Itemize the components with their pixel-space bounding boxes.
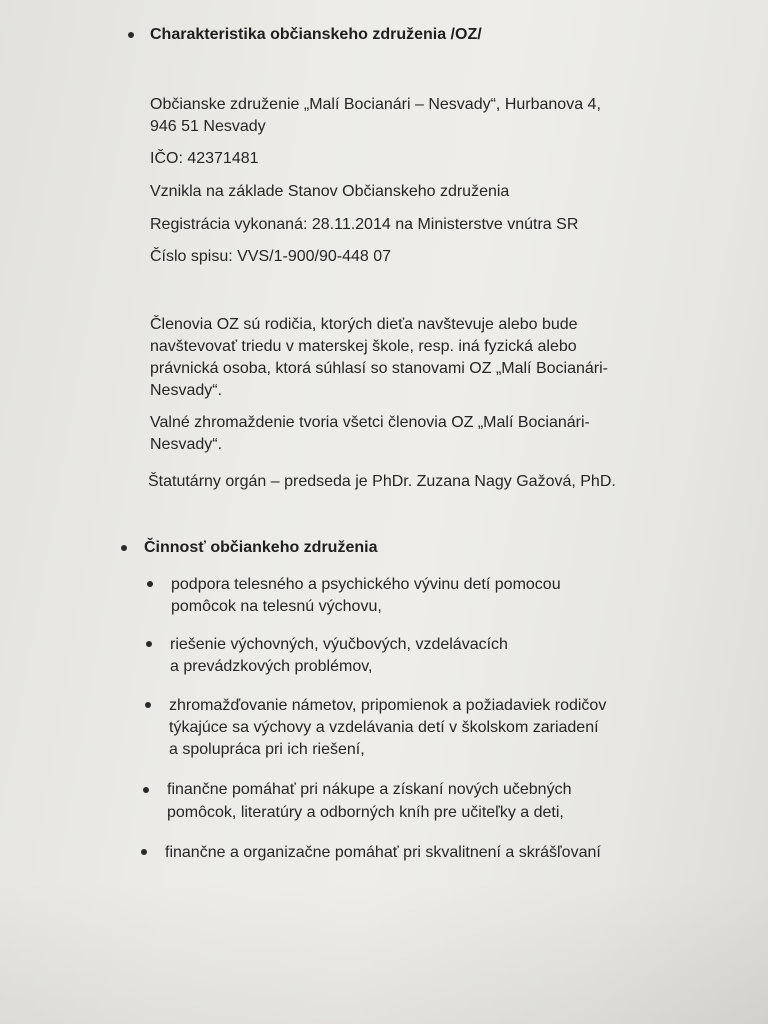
- activity-4-line-2: pomôcok, literatúry a odborných kníh pre učiteľky a deti,: [167, 804, 564, 821]
- activity-bullet: [143, 787, 149, 793]
- section1-bullet: [128, 32, 134, 38]
- page-shadow: [0, 880, 768, 1024]
- members-line-1: Členovia OZ sú rodičia, ktorých dieťa navštevuje alebo bude: [150, 316, 578, 333]
- activity-4-line-1: finančne pomáhať pri nákupe a získaní nových učebných: [167, 781, 572, 798]
- activity-1-line-1: podpora telesného a psychického vývinu detí pomocou: [171, 576, 561, 593]
- activity-1-line-2: pomôcok na telesnú výchovu,: [171, 598, 382, 615]
- activity-2-line-2: a prevádzkových problémov,: [170, 658, 373, 675]
- activity-5-line-1: finančne a organizačne pomáhať pri skvalitnení a skrášľovaní: [165, 844, 601, 861]
- section2-bullet: [121, 545, 127, 551]
- activity-bullet: [141, 849, 147, 855]
- section1-heading: Charakteristika občianskeho združenia /OZ/: [150, 26, 482, 43]
- assembly-line-1: Valné zhromaždenie tvoria všetci členovia OZ „Malí Bocianári-: [150, 414, 590, 431]
- assembly-line-2: Nesvady“.: [150, 436, 223, 453]
- file-number-line: Číslo spisu: VVS/1-900/90-448 07: [150, 248, 392, 265]
- registration-line: Registrácia vykonaná: 28.11.2014 na Ministerstve vnútra SR: [150, 216, 579, 233]
- address-line-2: 946 51 Nesvady: [150, 118, 266, 135]
- activity-3-line-1: zhromažďovanie námetov, pripomienok a požiadaviek rodičov: [169, 697, 607, 714]
- activity-3-line-3: a spolupráca pri ich riešení,: [169, 741, 365, 758]
- activity-bullet: [145, 702, 151, 708]
- section2-heading: Činnosť občiankeho združenia: [144, 539, 378, 556]
- founded-line: Vznikla na základe Stanov Občianskeho združenia: [150, 183, 510, 200]
- activity-bullet: [147, 581, 153, 587]
- activity-bullet: [146, 641, 152, 647]
- ico-line: IČO: 42371481: [150, 150, 259, 167]
- address-line-1: Občianske združenie „Malí Bocianári – Nesvady“, Hurbanova 4,: [150, 96, 601, 113]
- activity-3-line-2: týkajúce sa výchovy a vzdelávania detí v školskom zariadení: [169, 719, 599, 736]
- members-line-4: Nesvady“.: [150, 382, 223, 399]
- activity-2-line-1: riešenie výchovných, výučbových, vzdelávacích: [170, 636, 508, 653]
- statutory-line: Štatutárny orgán – predseda je PhDr. Zuzana Nagy Gažová, PhD.: [148, 473, 616, 490]
- members-line-2: navštevovať triedu v materskej škole, resp. iná fyzická alebo: [150, 338, 577, 355]
- members-line-3: právnická osoba, ktorá súhlasí so stanovami OZ „Malí Bocianári-: [150, 360, 608, 377]
